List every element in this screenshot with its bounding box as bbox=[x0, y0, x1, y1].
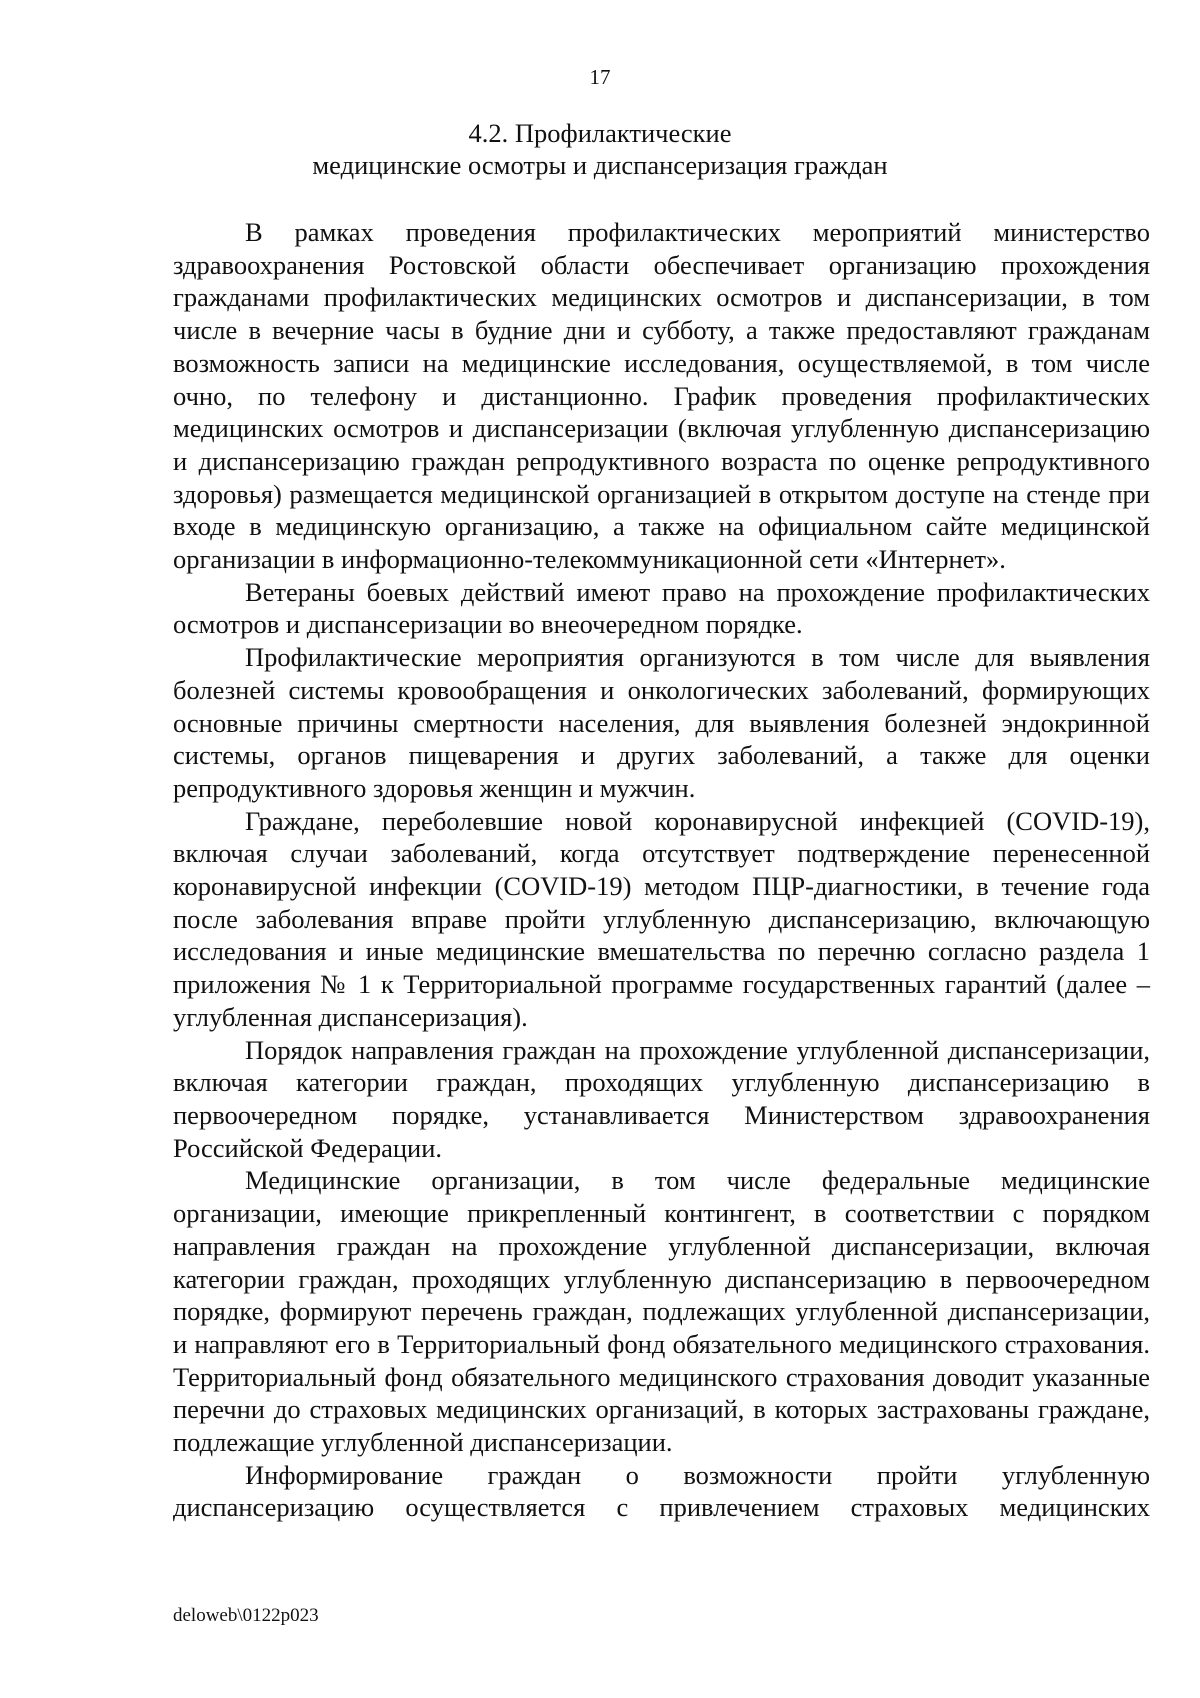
paragraph: Информирование граждан о возможности пройти углубленную диспансеризацию осуществляется с привлечением страховых медицинских bbox=[173, 1459, 1150, 1523]
body-text bbox=[173, 216, 1150, 1524]
paragraph: Медицинские организации, в том числе федеральные медицинские организации, имеющие прикрепленный контингент, в соответствии с порядком направления граждан на прохождение углубленной диспансеризации, включая категории граждан, проходящих углубленную диспансеризацию в первоочередном порядке, формируют перечень граждан, подлежащих углубленной диспансеризации, и направляют его в Территориальный фонд обязательного медицинского страхования. Территориальный фонд обязательного медицинского страхования доводит указанные перечни до страховых медицинских организаций, в которых застрахованы граждане, подлежащие углубленной диспансеризации. bbox=[173, 1165, 1150, 1458]
paragraph: Ветераны боевых действий имеют право на прохождение профилактических осмотров и диспансеризации во внеочередном порядке. bbox=[173, 576, 1150, 640]
paragraph: Граждане, переболевшие новой коронавирусной инфекцией (COVID-19), включая случаи заболеваний, когда отсутствует подтверждение перенесенной коронавирусной инфекции (COVID-19) методом ПЦР-диагностики, в течение года после заболевания вправе пройти углубленную диспансеризацию, включающую исследования и иные медицинские вмешательства по перечню согласно раздела 1 приложения № 1 к Территориальной программе государственных гарантий (далее – углубленная диспансеризация). bbox=[173, 805, 1150, 1032]
page-number: 17 bbox=[589, 65, 611, 89]
document-footer-code: deloweb\0122p023 bbox=[173, 1605, 319, 1626]
paragraph: Профилактические мероприятия организуются в том числе для выявления болезней системы кровообращения и онкологических заболеваний, формирующих основные причины смертности населения, для выявления болезней эндокринной системы, органов пищеварения и других заболеваний, а также для оценки репродуктивного здоровья женщин и мужчин. bbox=[173, 642, 1150, 803]
section-heading-line-2: медицинские осмотры и диспансеризация граждан bbox=[312, 150, 888, 180]
paragraph: В рамках проведения профилактических мероприятий министерство здравоохранения Ростовской области обеспечивает организацию прохождения гражданами профилактических медицинских осмотров и диспансеризации, в том числе в вечерние часы в будние дни и субботу, а также предоставляют гражданам возможность записи на медицинские исследования, осуществляемой, в том числе очно, по телефону и дистанционно. График проведения профилактических медицинских осмотров и диспансеризации (включая углубленную диспансеризацию и диспансеризацию граждан репродуктивного возраста по оценке репродуктивного здоровья) размещается медицинской организацией в открытом доступе на стенде при входе в медицинскую организацию, а также на официальном сайте медицинской организации в информационно-телекоммуникационной сети «Интернет». bbox=[173, 217, 1150, 575]
section-heading bbox=[0, 117, 1200, 181]
paragraph: Порядок направления граждан на прохождение углубленной диспансеризации, включая категории граждан, проходящих углубленную диспансеризацию в первоочередном порядке, устанавливается Министерством здравоохранения Российской Федерации. bbox=[173, 1034, 1150, 1163]
section-heading-line-1: 4.2. Профилактические bbox=[468, 118, 732, 148]
